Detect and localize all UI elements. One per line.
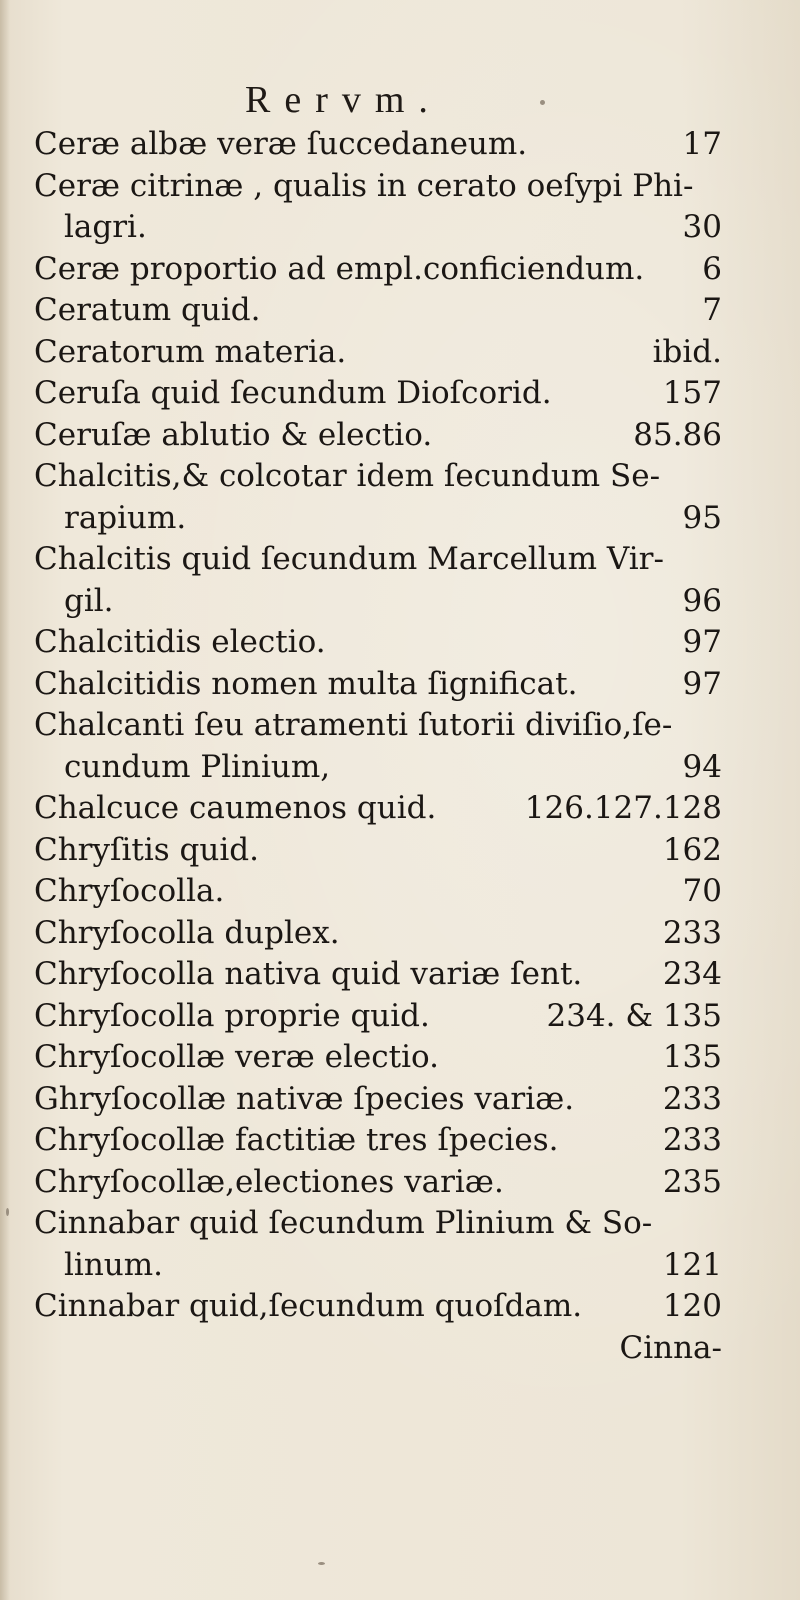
entry-text: Chalcitidis nomen multa ſignificat. [34,665,578,702]
entry-page-number: 97 [682,665,722,702]
entry-text: cundum Plinium, [64,748,331,785]
entry-text: Chalcitis quid ſecundum Marcellum Vir- [34,541,664,577]
index-entry [34,1037,722,1079]
entry-text: Chalcitidis electio. [34,624,326,660]
entry-text: Chryſocollæ factitiæ tres ſpecies. [34,1122,559,1158]
entry-page-number: 6 [702,250,722,287]
index-entry [34,581,722,623]
index-entry [34,871,722,913]
entry-page-number: 135 [662,1039,722,1075]
entry-page-number: 95 [682,499,722,536]
index-entry [34,1079,722,1121]
index-entry [34,1286,722,1328]
entry-page-number: 126.127.128 [524,790,722,826]
paper-speck [318,1562,325,1565]
entry-page-number: 162 [662,831,722,868]
entry-text: Ceratorum materia. [34,333,347,370]
entry-page-number: 7 [702,292,722,328]
entry-text: Cinnabar quid,ſecundum quoſdam. [34,1288,583,1324]
index-entry [34,705,722,747]
entry-text: Chryſocolla duplex. [34,914,340,951]
index-entry [34,747,722,789]
index-entry [34,913,722,955]
entry-text: Ceruſa quid ſecundum Dioſcorid. [34,375,552,411]
entry-text: rapium. [64,499,187,536]
index-entry [34,498,722,540]
entry-text: Chryſocollæ,electiones variæ. [34,1163,504,1200]
entry-text: Ceræ citrinæ , qualis in cerato oeſypi Phi- [34,167,694,204]
entry-text: Chryſocolla nativa quid variæ ſent. [34,956,583,992]
entry-text: Chalcanti ſeu atramenti ſutorii diviſio,ſe- [34,707,673,743]
entry-text: Chalcuce caumenos quid. [34,790,437,826]
index-entry [34,830,722,872]
index-entry [34,124,722,166]
entry-page-number: 94 [682,748,722,785]
index-entry [34,954,722,996]
entry-page-number: 234. & 135 [546,997,722,1034]
index-entry [34,207,722,249]
paper-speck [540,100,545,105]
entry-page-number: 157 [662,375,722,411]
entry-text: Ceruſæ ablutio & electio. [34,416,433,453]
entry-page-number: 85.86 [633,416,722,453]
entry-text: Chryſocolla. [34,873,225,909]
running-head: Rervm. [245,79,442,121]
entry-page-number: 233 [662,1080,722,1117]
index-entry [34,788,722,830]
entry-page-number: 70 [682,873,722,909]
index-entry [34,332,722,374]
catchword-line [34,1328,722,1370]
entry-page-number: 234 [662,956,722,992]
index-entry [34,664,722,706]
index-entry [34,1245,722,1287]
index-entry [34,622,722,664]
entry-text: Ceræ albæ veræ ſuccedaneum. [34,126,528,162]
entry-text: Chryſitis quid. [34,831,259,868]
entry-page-number: 30 [682,209,722,245]
entry-text: Chryſocollæ veræ electio. [34,1039,439,1075]
entry-text: linum. [64,1246,164,1283]
index-entry [34,249,722,291]
entry-text: lagri. [64,209,147,245]
page-gutter-shadow [0,0,10,1600]
index-entry [34,1203,722,1245]
index-entry [34,996,722,1038]
entry-text: gil. [64,582,114,619]
entry-text: Chryſocolla proprie quid. [34,997,430,1034]
entry-page-number: ibid. [652,333,722,370]
index-entry [34,415,722,457]
entry-text: Ghryſocollæ nativæ ſpecies variæ. [34,1080,575,1117]
entry-page-number: 120 [662,1288,722,1324]
catchword: Cinna- [619,1329,722,1366]
entry-page-number: 17 [682,126,722,162]
entry-page-number: 96 [682,582,722,619]
index-entries [34,124,722,1369]
entry-page-number: 235 [662,1163,722,1200]
entry-page-number: 233 [662,1122,722,1158]
index-entry [34,1120,722,1162]
index-entry [34,373,722,415]
entry-text: Ceræ proportio ad empl.conficiendum. [34,250,645,287]
entry-text: Chalcitis,& colcotar idem ſecundum Se- [34,458,661,494]
index-entry [34,539,722,581]
index-entry [34,456,722,498]
paper-speck [6,1208,9,1216]
index-entry [34,166,722,208]
entry-page-number: 233 [662,914,722,951]
entry-page-number: 97 [682,624,722,660]
entry-text: Cinnabar quid ſecundum Plinium & So- [34,1205,653,1241]
index-entry [34,1162,722,1204]
index-entry [34,290,722,332]
entry-page-number: 121 [662,1246,722,1283]
entry-text: Ceratum quid. [34,292,261,328]
